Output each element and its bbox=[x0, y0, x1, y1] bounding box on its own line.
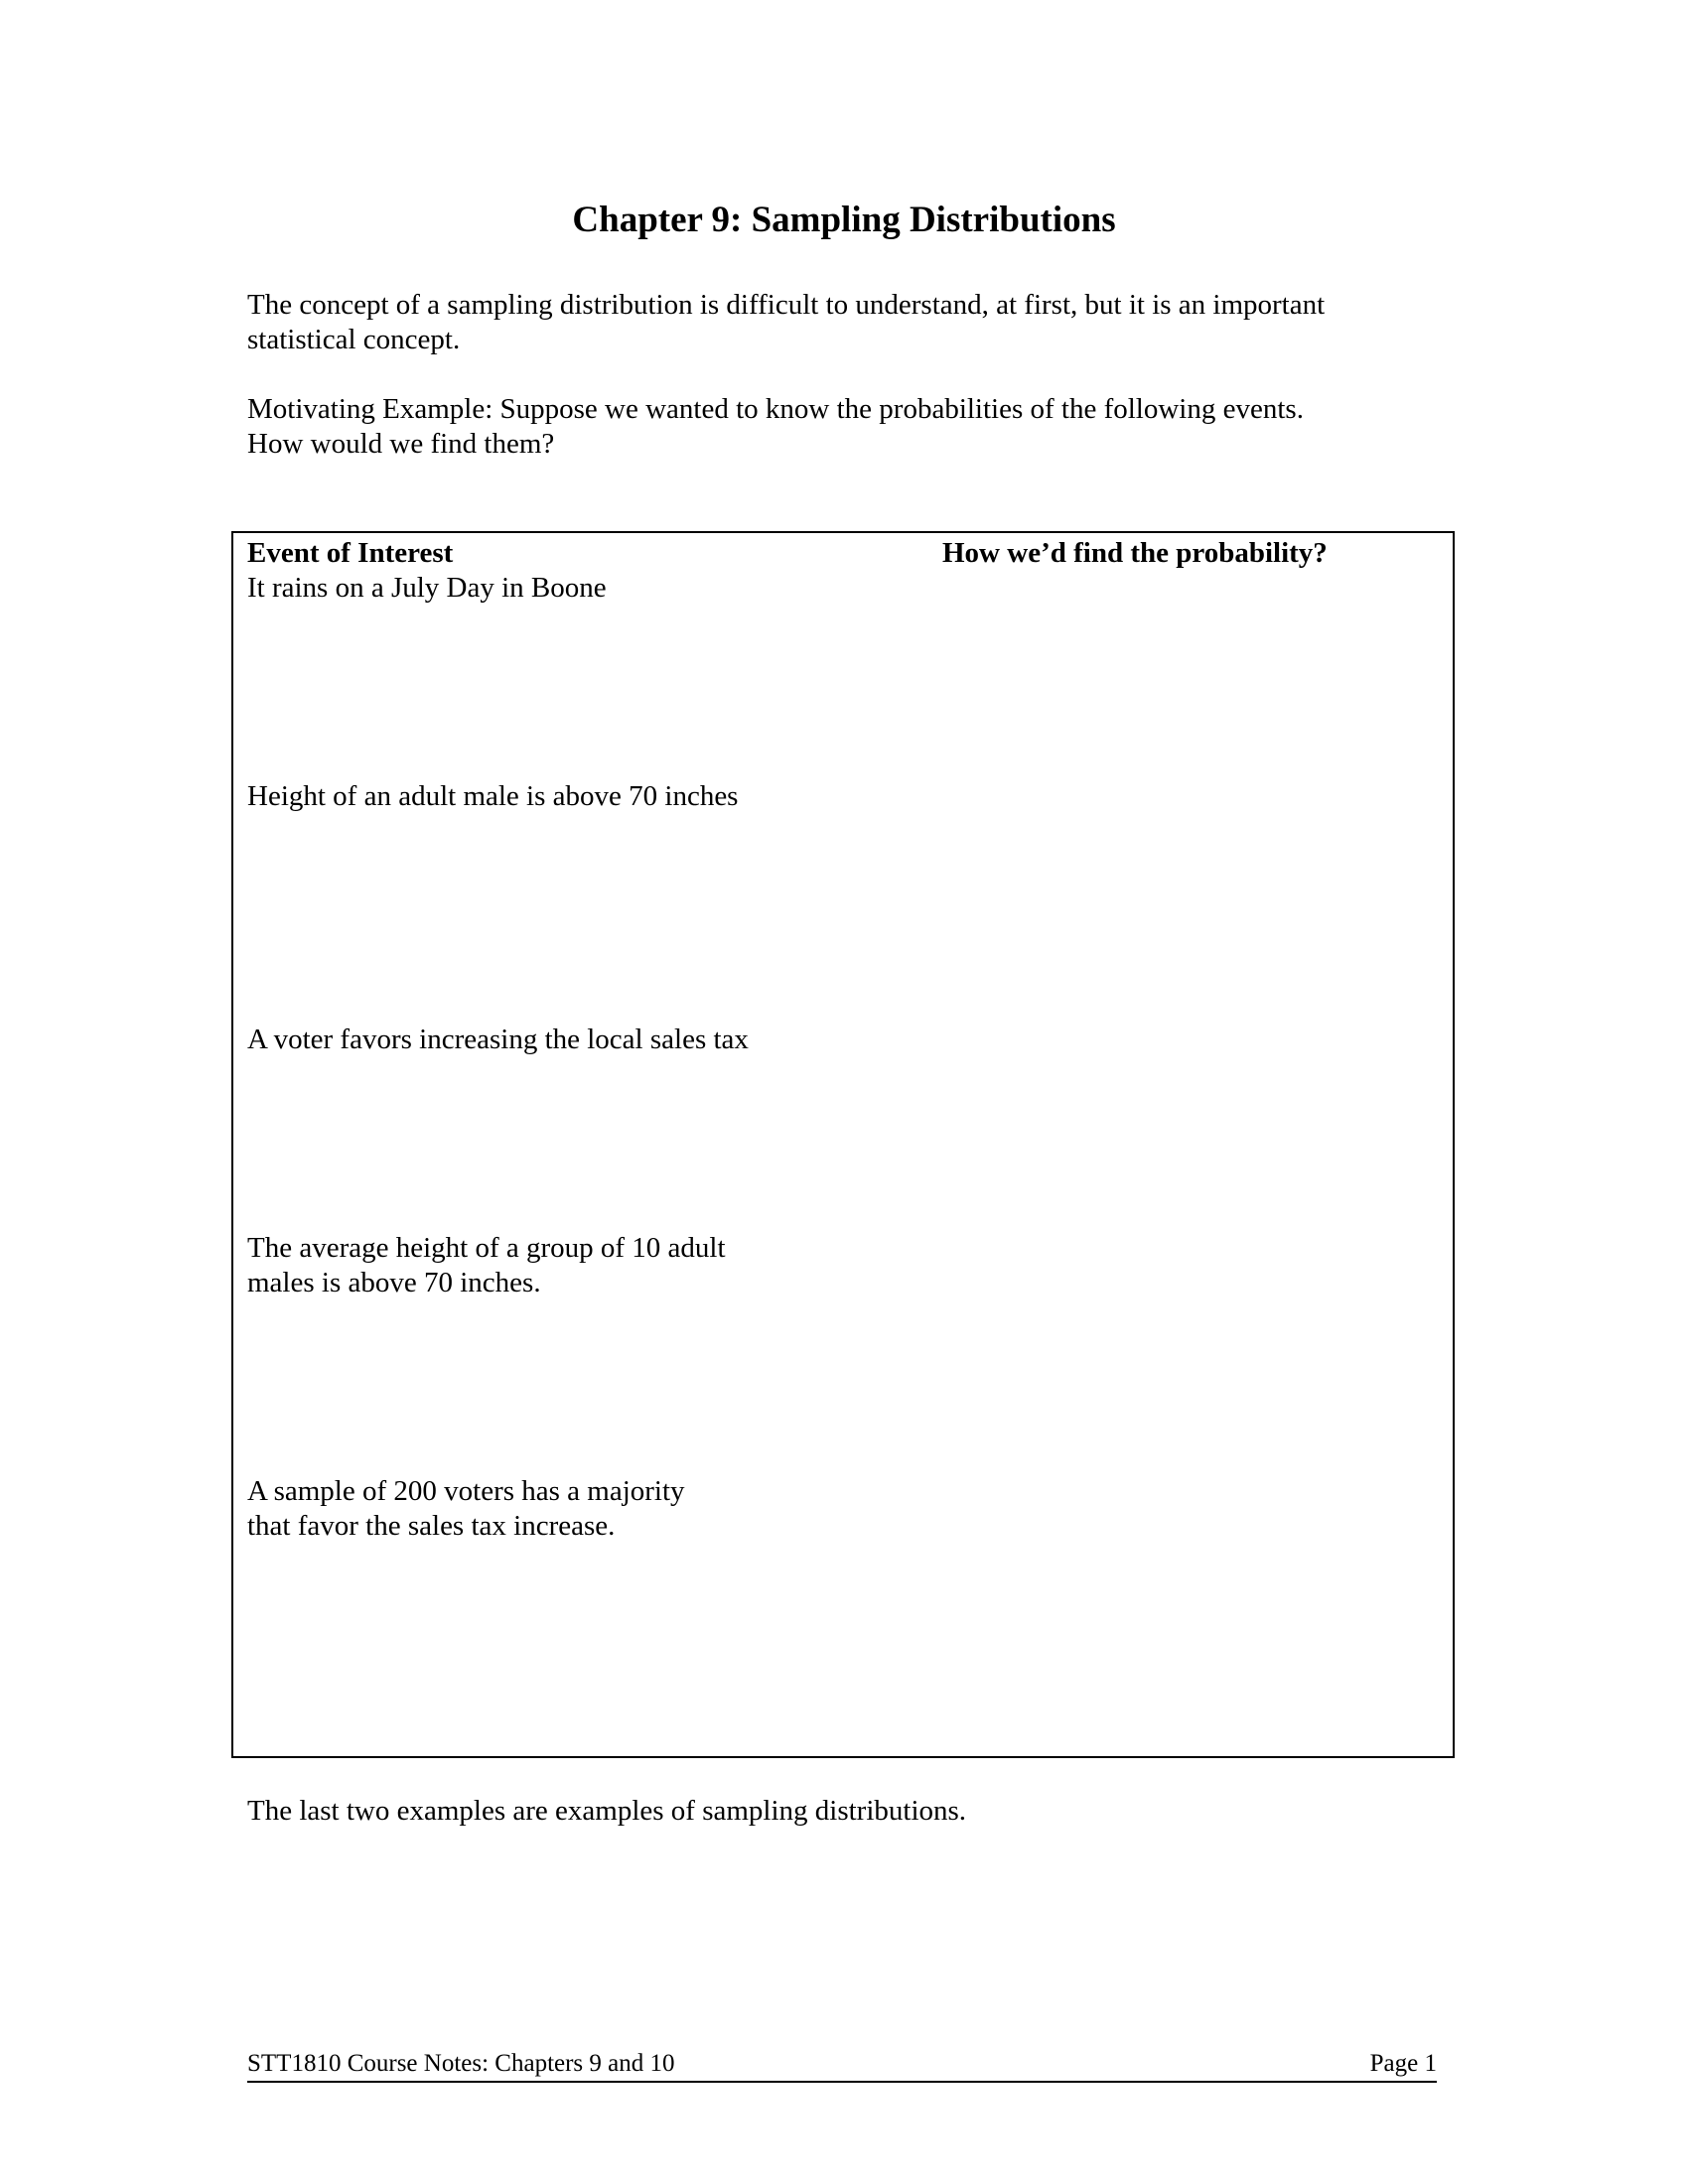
event-row bbox=[247, 1231, 726, 1300]
event-text: A sample of 200 voters has a majority bbox=[247, 1475, 685, 1507]
column-header-event: Event of Interest bbox=[247, 537, 454, 569]
column-header-how: How we’d find the probability? bbox=[942, 537, 1328, 569]
motivating-example-paragraph bbox=[247, 392, 1498, 462]
intro-paragraph bbox=[247, 288, 1498, 357]
event-text: males is above 70 inches. bbox=[247, 1267, 541, 1298]
event-text: Height of an adult male is above 70 inches bbox=[247, 780, 739, 812]
event-text: It rains on a July Day in Boone bbox=[247, 572, 607, 604]
event-row bbox=[247, 779, 738, 814]
page-footer bbox=[247, 2047, 1437, 2083]
footer-course-title: STT1810 Course Notes: Chapters 9 and 10 bbox=[247, 2050, 675, 2077]
events-table bbox=[231, 531, 1455, 1758]
event-row bbox=[247, 1023, 749, 1057]
closing-paragraph: The last two examples are examples of sampling distributions. bbox=[247, 1795, 967, 1827]
intro-line: The concept of a sampling distribution is difficult to understand, at first, but it is an important bbox=[247, 289, 1326, 321]
motivating-line: How would we find them? bbox=[247, 428, 555, 460]
footer-page-number: Page 1 bbox=[1369, 2050, 1437, 2077]
intro-line: statistical concept. bbox=[247, 324, 461, 355]
event-row bbox=[247, 1474, 685, 1544]
page-title: Chapter 9: Sampling Distributions bbox=[572, 200, 1116, 240]
event-row bbox=[247, 571, 607, 606]
event-text: that favor the sales tax increase. bbox=[247, 1510, 616, 1542]
motivating-line: Motivating Example: Suppose we wanted to know the probabilities of the following events. bbox=[247, 393, 1304, 425]
event-text: A voter favors increasing the local sales tax bbox=[247, 1024, 749, 1055]
event-text: The average height of a group of 10 adult bbox=[247, 1232, 726, 1264]
